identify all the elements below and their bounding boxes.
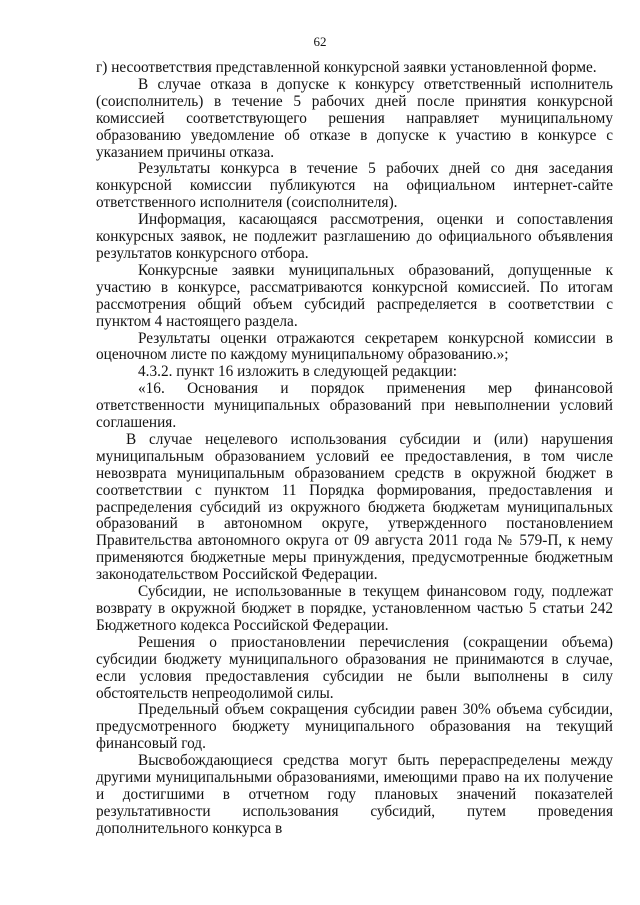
paragraph-unused-subsidies: Субсидии, не использованные в текущем финансовом году, подлежат возврату в окружной бюджет в порядке, установленном частью 5 статьи 242 Бюджетного кодекса Российской Федерации. [96,583,613,634]
paragraph-reduction-limit: Предельный объем сокращения субсидии равен 30% объема субсидии, предусмотренного бюджету муниципального образования на текущий финансовый год. [96,701,613,753]
paragraph-misuse-measures: В случае нецелевого использования субсидии и (или) нарушения муниципальным образованием условий ее предоставления, в том числе невозврата муниципальным образованием средств в окружной бюджет в соответствии с пунктом 11 Порядка формирования, предоставления и распределения субсидий из окружного бюджета бюджетам муниципальных образований в автономном округе, утвержденного постановлением Правительства автономного округа от 09 августа 2011 года № 579-П, к нему применяются бюджетные меры принуждения, предусмотренные бюджетным законодательством Российской Федерации. [96,430,613,584]
paragraph-assessment-results: Результаты оценки отражаются секретарем конкурсной комиссии в оценочном листе по каждому муниципальному образованию.»; [96,329,613,364]
document-body [96,60,613,838]
paragraph-refusal-notice: В случае отказа в допуске к конкурсу ответственный исполнитель (соисполнитель) в течение 5 рабочих дней после принятия конкурсной комиссией соответствующего решения направляет муниципальному образованию уведомление об отказе в допуске к участию в конкурсе с указанием причины отказа. [96,75,613,161]
paragraph-amendment-4-3-2: 4.3.2. пункт 16 изложить в следующей редакции: [138,363,458,381]
paragraph-section-16-title: «16. Основания и порядок применения мер финансовой ответственности муниципальных образований при невыполнении условий соглашения. [96,380,613,432]
paragraph-confidentiality: Информация, касающаяся рассмотрения, оценки и сопоставления конкурсных заявок, не подлежит разглашению до официального объявления результатов конкурсного отбора. [96,211,613,262]
paragraph-redistribution: Высвобождающиеся средства могут быть перераспределены между другими муниципальными образованиями, имеющими право на их получение и достигшими в отчетном году плановых значений показателей результативности использования субсидий, путем проведения дополнительного конкурса в [96,752,613,837]
paragraph-force-majeure: Решения о приостановлении перечисления (сокращении объема) субсидии бюджету муниципального образования не принимаются в случае, если условия предоставления субсидии не были выполнены в силу обстоятельств непреодолимой силы. [96,633,613,702]
paragraph-review: Конкурсные заявки муниципальных образований, допущенные к участию в конкурсе, рассматриваются конкурсной комиссией. По итогам рассмотрения общий объем субсидий распределяется в соответствии с пунктом 4 настоящего раздела. [96,261,613,330]
paragraph-item-g: г) несоответствия представленной конкурсной заявки установленной форме. [96,59,597,76]
paragraph-results-publication: Результаты конкурса в течение 5 рабочих дней со дня заседания конкурсной комиссии публикуются на официальном интернет-сайте ответственного исполнителя (соисполнителя). [96,160,613,212]
page-number: 62 [313,34,327,49]
